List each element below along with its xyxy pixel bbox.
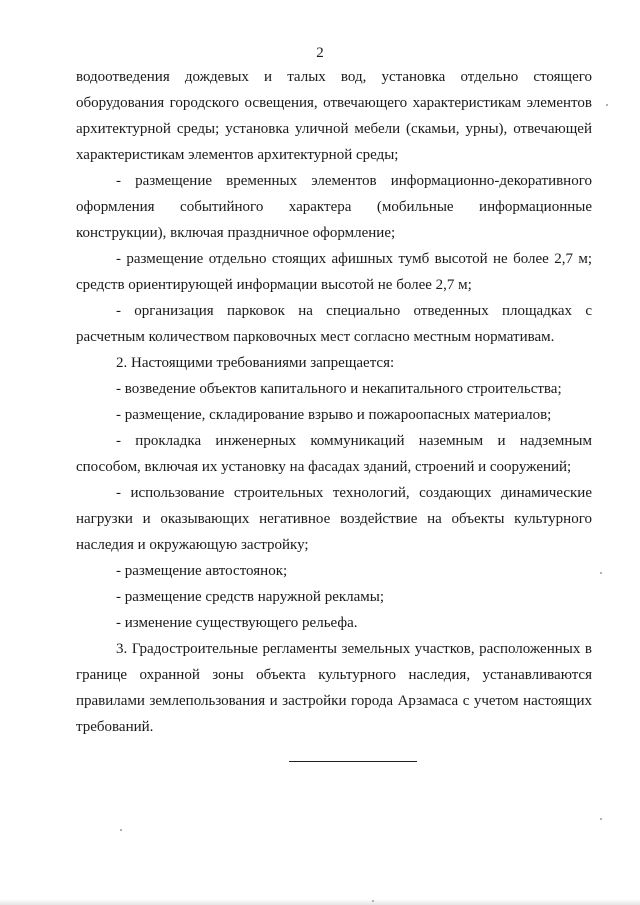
text-line: 2. Настоящими требованиями запрещается: [116,355,395,371]
text-line: - размещение автостоянок; [116,563,288,579]
text-line: оформления событийного характера (мобильные информационные [76,199,592,215]
text-line: расчетным количеством парковочных мест согласно местным нормативам. [76,329,555,345]
scan-speck [600,572,602,574]
text-line: характеристикам элементов архитектурной среды; [76,147,399,163]
text-line: - организация парковок на специально отведенных площадках с [116,303,592,319]
text-line: - размещение, складирование взрыво и пожароопасных материалов; [116,407,552,423]
text-line: требований. [76,719,154,735]
text-line: - размещение средств наружной рекламы; [116,589,385,605]
text-line: - изменение существующего рельефа. [116,615,358,631]
end-of-text-rule [289,761,417,762]
text-line: 3. Градостроительные регламенты земельных участков, расположенных в [116,641,592,657]
text-line: архитектурной среды; установка уличной мебели (скамьи, урны), отвечающей [76,121,592,137]
text-line: - прокладка инженерных коммуникаций наземным и надземным [116,433,592,449]
text-line: нагрузки и оказывающих негативное воздействие на объекты культурного [76,511,592,527]
text-line: средств ориентирующей информации высотой не более 2,7 м; [76,277,472,293]
scan-speck [606,104,608,106]
text-line: - использование строительных технологий, создающих динамические [116,485,592,501]
text-line: границе охранной зоны объекта культурного наследия, устанавливаются [76,667,592,683]
text-line: - возведение объектов капитального и некапитального строительства; [116,381,562,397]
scan-speck [600,818,602,820]
scan-speck [120,829,122,831]
text-line: - размещение временных элементов информационно-декоративного [116,173,592,189]
text-line: наследия и окружающую застройку; [76,537,309,553]
scan-edge [0,899,640,905]
text-line: - размещение отдельно стоящих афишных тумб высотой не более 2,7 м; [116,251,592,267]
text-line: способом, включая их установку на фасадах зданий, строений и сооружений; [76,459,572,475]
page-number: 2 [316,45,324,61]
text-line: водоотведения дождевых и талых вод, установка отдельно стоящего [76,69,592,85]
text-line: правилами землепользования и застройки города Арзамаса с учетом настоящих [76,693,592,709]
text-line: оборудования городского освещения, отвечающего характеристикам элементов [76,95,592,111]
document-body [76,64,592,740]
text-line: конструкции), включая праздничное оформление; [76,225,396,241]
